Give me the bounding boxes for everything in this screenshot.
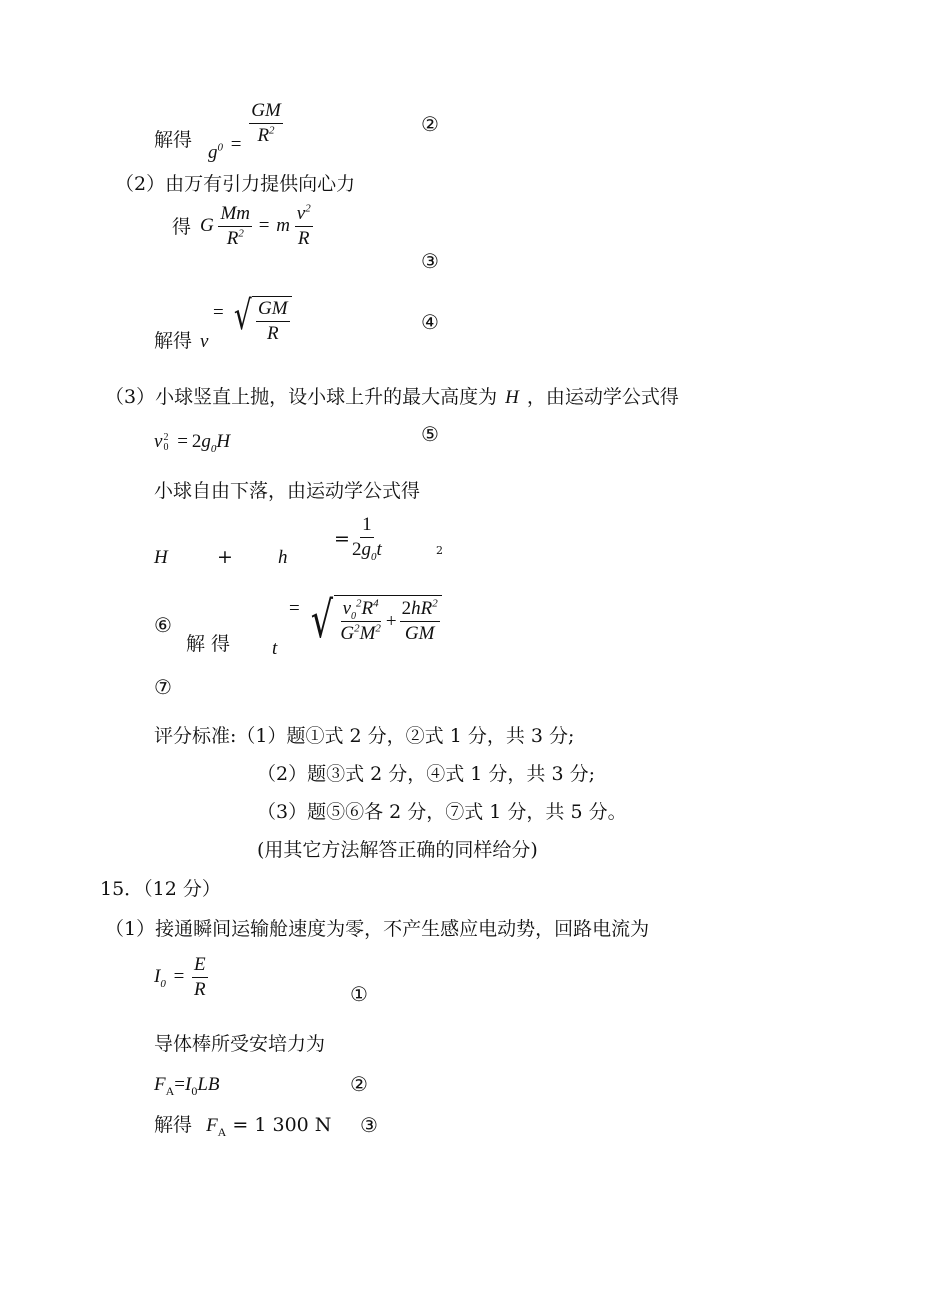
equation-marker: ⑤ bbox=[421, 422, 439, 446]
fa-value: = 1 300 N bbox=[232, 1114, 332, 1136]
q15-heading: 15．（12 分） bbox=[100, 878, 221, 900]
formula-fa: $F_A=I_0LB$ bbox=[154, 1074, 220, 1098]
equation-marker: ② bbox=[350, 1072, 368, 1096]
equation-marker: ③ bbox=[360, 1113, 378, 1137]
formula-exponent: 2 bbox=[436, 544, 443, 557]
equation-marker: ⑦ bbox=[154, 675, 172, 699]
part3-heading-tail: ，由运动学公式得 bbox=[526, 386, 679, 408]
formula-t-var: t bbox=[272, 638, 278, 659]
formula-v: = √ $\frac{GM}{R}$ bbox=[213, 296, 292, 344]
part3-heading bbox=[105, 388, 679, 407]
de-label: 得 bbox=[172, 216, 192, 238]
solve-fa-label: 解得 bbox=[154, 1114, 193, 1136]
fa-symbol: $F_A$ bbox=[206, 1115, 227, 1139]
scoring-line-4: (用其它方法解答正确的同样给分) bbox=[257, 839, 538, 861]
equation-marker: ① bbox=[350, 982, 368, 1006]
part2-heading: （2）由万有引力提供向心力 bbox=[115, 173, 356, 195]
formula-i0: $I_0$ = $\frac{E}{R}$ bbox=[154, 954, 206, 1000]
formula-centripetal: G $\frac{Mm}{R^2}$ = m $\frac{v^2}{R}$ bbox=[200, 202, 311, 249]
equation-marker: ③ bbox=[421, 249, 439, 273]
scoring-line-2: （2）题③式 2 分，④式 1 分，共 3 分; bbox=[257, 763, 595, 785]
formula-t: = √ $\frac{v_0^2R^4}{G^2M^2}$ + $\frac{2hR^2}{GM}$ bbox=[289, 595, 442, 645]
scoring-line-1: 评分标准:（1）题①式 2 分，②式 1 分，共 3 分; bbox=[154, 725, 575, 747]
solve-fa-row bbox=[154, 1114, 332, 1139]
force-text: 导体棒所受安培力为 bbox=[154, 1033, 326, 1055]
solve-t-label: 解 得 bbox=[186, 633, 231, 655]
formula-equals: = bbox=[334, 528, 350, 550]
formula-small-h: h bbox=[278, 547, 288, 568]
equation-marker: ④ bbox=[421, 310, 439, 334]
scoring-line-3: （3）题⑤⑥各 2 分，⑦式 1 分，共 5 分。 bbox=[257, 801, 627, 823]
formula-v-var: v bbox=[200, 331, 209, 352]
formula-v0-squared: v 2 0 = $2g_0H$ bbox=[154, 431, 231, 455]
formula-g0: $g^0$ = $\frac{GM}{R^2}$ bbox=[208, 100, 281, 163]
solve-g0-label: 解得 bbox=[154, 129, 193, 151]
equation-marker: ② bbox=[421, 112, 439, 136]
freefall-text: 小球自由下落，由运动学公式得 bbox=[154, 480, 421, 502]
formula-plus: + bbox=[217, 546, 233, 568]
solve-v-label: 解得 bbox=[154, 330, 193, 352]
q15-part1: （1）接通瞬间运输舱速度为零，不产生感应电动势，回路电流为 bbox=[105, 918, 650, 940]
formula-half-g0t: $\frac{1}{2g_0t}$ bbox=[352, 514, 382, 563]
part3-heading-var: H bbox=[505, 387, 519, 408]
formula-h-var: H bbox=[154, 547, 168, 568]
equation-marker: ⑥ bbox=[154, 613, 172, 637]
part3-heading-text: （3）小球竖直上抛，设小球上升的最大高度为 bbox=[105, 386, 498, 408]
